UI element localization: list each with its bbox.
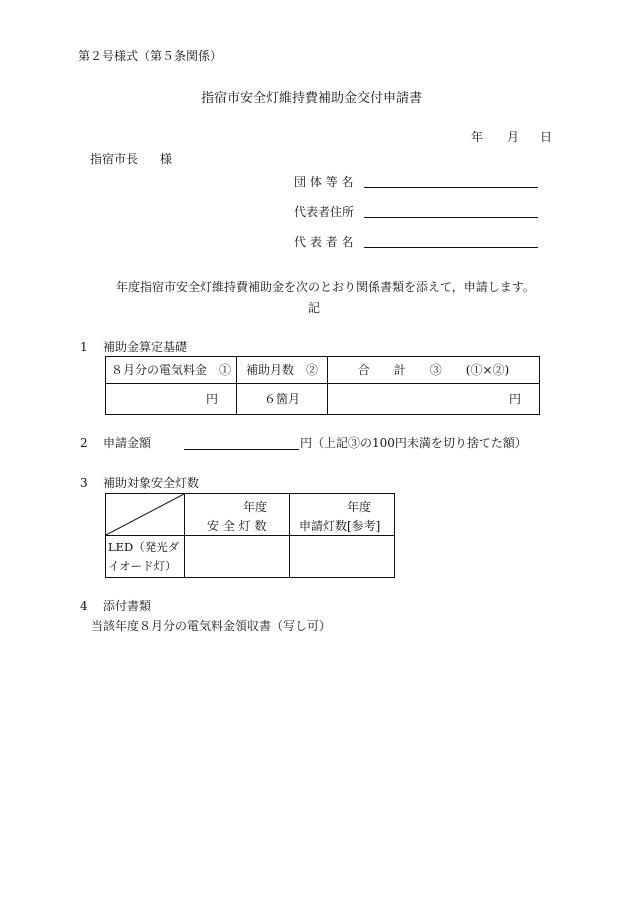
diagonal-line [106,494,184,535]
addressee-honorific: 様 [160,152,173,166]
header-requested-count-label: 申請灯数[参考] [299,519,381,533]
representative-address-field[interactable] [364,217,538,218]
header-requested-count [290,494,395,536]
section-2-number: 2 [80,436,88,450]
diagonal-header-cell [106,494,185,536]
representative-address-label: 代表者住所 [294,205,355,219]
requested-amount-note: （上記③の100円未満を切り捨てた額） [312,436,527,450]
date-day: 日 [540,130,553,144]
value-electricity-fee[interactable]: 円 [106,384,237,415]
value-total[interactable]: 円 [328,384,540,415]
section-1-number: 1 [80,340,88,354]
header-lamp-count-label: 安 全 灯 数 [207,519,267,533]
row-label-led-line1: LED（発光ダ [108,540,180,554]
led-lamp-count-cell[interactable] [185,536,290,578]
table-header-row [106,357,540,384]
header-months: 補助月数 ② [237,357,328,384]
requested-amount-field[interactable] [184,449,299,450]
lamp-data-row [106,536,395,578]
organization-name-field[interactable] [364,187,538,188]
led-requested-count-cell[interactable] [290,536,395,578]
subsidy-basis-table [105,356,540,415]
requested-amount-unit: 円 [300,436,313,450]
header-requested-count-year: 年度 [347,500,372,514]
attachment-description: 当該年度８月分の電気料金領収書（写し可） [91,619,332,633]
lamp-header-row [106,494,395,536]
ki-mark: 記 [308,301,321,315]
date-month: 月 [507,130,520,144]
form-number: 第２号様式（第５条関係） [78,49,223,63]
section-2-title: 申請金額 [103,436,152,450]
header-lamp-count-year: 年度 [243,500,268,514]
row-label-led [106,536,185,578]
date-year: 年 [471,130,484,144]
intro-text: 年度指宿市安全灯維持費補助金を次のとおり関係書類を添えて，申請します。 [116,280,535,294]
header-lamp-count [185,494,290,536]
section-1-title: 補助金算定基礎 [103,340,188,354]
representative-name-field[interactable] [364,247,538,248]
section-3-title: 補助対象安全灯数 [103,476,200,490]
value-months: ６箇月 [237,384,328,415]
representative-name-label: 代 表 者 名 [294,235,354,249]
section-4-title: 添付書類 [103,599,152,613]
organization-name-label: 団 体 等 名 [294,175,354,189]
table-value-row [106,384,540,415]
section-4-number: 4 [80,599,88,613]
addressee-name: 指宿市長 [90,152,139,166]
row-label-led-line2: イオード灯） [108,559,177,573]
lamp-count-table [105,493,395,578]
header-electricity-fee: ８月分の電気料金 ① [106,357,237,384]
section-3-number: 3 [80,476,88,490]
document-title: 指宿市安全灯維持費補助金交付申請書 [201,91,423,106]
header-total: 合 計 ③ (①×②) [328,357,540,384]
